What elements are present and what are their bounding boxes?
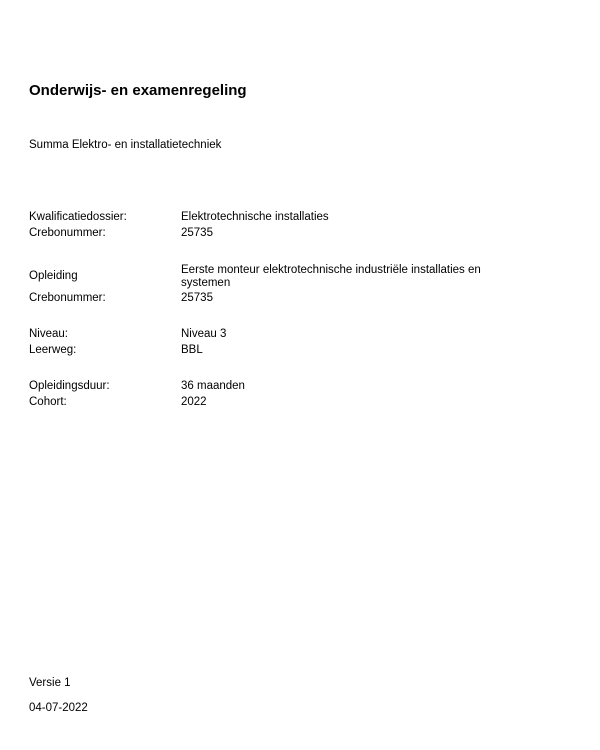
field-opleiding <box>29 264 549 290</box>
field-value: Niveau 3 <box>181 328 227 340</box>
field-value: Eerste monteur elektrotechnische industriële installaties en systemen <box>181 264 481 289</box>
field-label: Cohort: <box>29 396 67 408</box>
field-value: BBL <box>181 344 203 356</box>
field-value: 36 maanden <box>181 380 245 392</box>
version-label: Versie 1 <box>29 677 71 689</box>
field-value: Elektrotechnische installaties <box>181 211 329 223</box>
page-title: Onderwijs- en examenregeling <box>29 82 247 99</box>
document-subtitle: Summa Elektro- en installatietechniek <box>29 139 222 151</box>
field-label: Leerweg: <box>29 344 77 356</box>
field-value: 25735 <box>181 227 213 239</box>
field-value: 25735 <box>181 292 213 304</box>
document-date: 04-07-2022 <box>29 702 88 714</box>
field-label: Opleiding <box>29 270 78 282</box>
field-value: 2022 <box>181 396 207 408</box>
field-label: Opleidingsduur: <box>29 380 110 392</box>
field-label: Kwalificatiedossier: <box>29 211 127 223</box>
field-label: Crebonummer: <box>29 292 106 304</box>
field-label: Niveau: <box>29 328 68 340</box>
field-label: Crebonummer: <box>29 227 106 239</box>
